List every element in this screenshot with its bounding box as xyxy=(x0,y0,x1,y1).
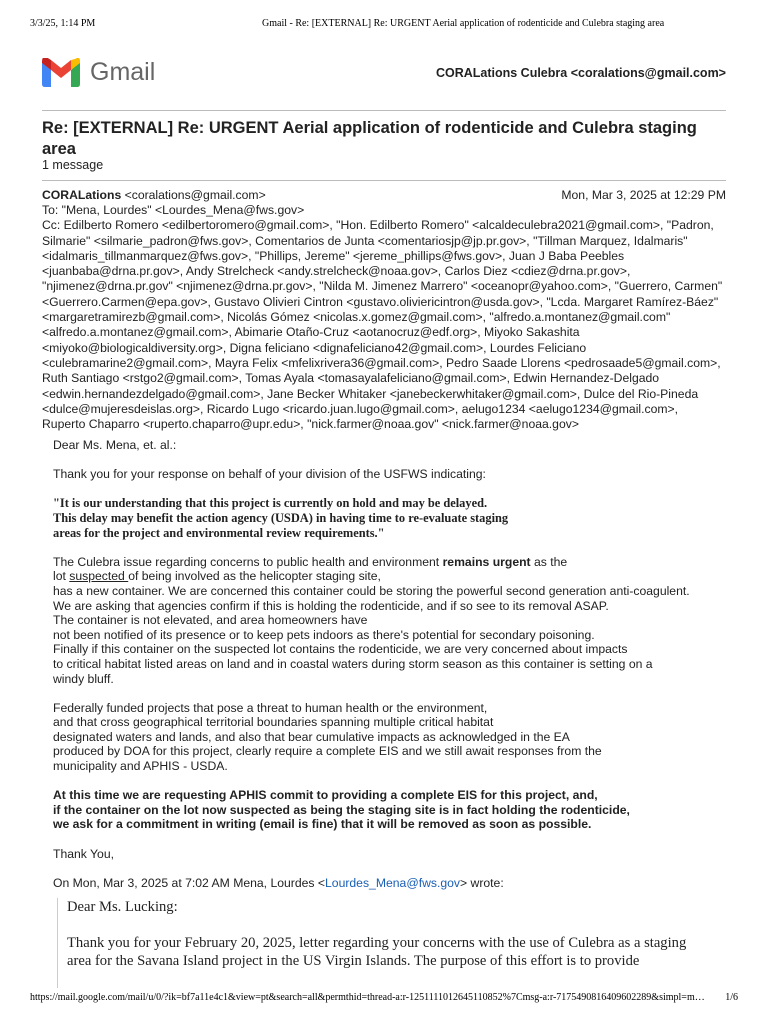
cited-statement: "It is our understanding that this project is currently on hold and may be delayed. This delay may benefit the action agency (USDA) in having time to re-evaluate staging areas for the project and environmental review requirements." xyxy=(53,496,509,540)
body-paragraph: Thank you for your response on behalf of your division of the USFWS indicating: xyxy=(53,467,486,482)
text: of being involved as the helicopter staging site, xyxy=(128,569,381,584)
greeting: Dear Ms. Mena, et. al.: xyxy=(53,438,177,452)
text: > wrote: xyxy=(460,875,504,890)
text: On Mon, Mar 3, 2025 at 7:02 AM Mena, Lourdes < xyxy=(53,875,326,890)
page-number: 1/6 xyxy=(725,992,738,1003)
message-body xyxy=(53,438,743,905)
message-count: 1 message xyxy=(42,158,104,172)
gmail-wordmark: Gmail xyxy=(90,58,156,86)
body-paragraph xyxy=(53,555,743,686)
reply-attribution xyxy=(53,876,743,891)
gmail-logo[interactable] xyxy=(42,58,155,87)
underlined-text: suspected xyxy=(69,569,129,584)
message-date: Mon, Mar 3, 2025 at 12:29 PM xyxy=(561,188,726,202)
text: has a new container. We are concerned this container could be storing the powerful second generation anti-coagulent. We are asking that agencies confirm if this is holding the rodenticide, and if so see to its removal ASAP. The container is not elevated, and area homeowners have not been notified of its presence or to keep pets indoors as there's potential for secondary poisoning. Finally if this container on the suspected lot contains the rodenticide, we are very concerned about impacts to critical habitat listed areas on land and in coastal waters during storm season as this container is setting on a windy bluff. xyxy=(53,583,690,686)
cc-line: Cc: Edilberto Romero <edilbertoromero@gmail.com>, "Hon. Edilberto Romero" <alcaldeculebra2021@gmail.com>, "Padron, Silmarie" <silmarie_padron@fws.gov>, Comentarios de Junta <comentariosjp@jp.pr.gov>, "Tillman Marquez, Idalmaris" <idalmaris_tillmanmarquez@fws.gov>, "Phillips, Jereme" <jereme_phillips@fws.gov>, Juan J Baba Peebles <juanbaba@drna.pr.gov>, Andy Strelcheck <andy.strelcheck@noaa.gov>, Carlos Diez <cdiez@drna.pr.gov>, "njimenez@drna.pr.gov" <njimenez@drna.pr.gov>, "Nilda M. Jimenez Marrero" <oceanopr@yahoo.com>, "Guerrero, Carmen" <Guerrero.Carmen@epa.gov>, Gustavo Olivieri Cintron <gustavo.oliviericintron@usda.gov>, "Lcda. Margaret Ramírez-Báez" <margaretramirezb@gmail.com>, Nicolás Gómez <nicolas.x.gomez@gmail.com>, "alfredo.a.montanez@gmail.com" <alfredo.a.montanez@gmail.com>, Abimarie Otaño-Cruz <aotanocruz@edf.org>, Miyoko Sakashita <miyoko@biologicaldiversity.org>, Digna feliciano <dignafeliciano42@gmail.com>, Lourdes Feliciano <culebramarine2@gmail.com>, Mayra Felix <mfelixrivera36@gmail.com>, Pedro Saade Llorens <pedrosaade5@gmail.com>, Ruth Santiago <rstgo2@gmail.com>, Tomas Ayala <tomasayalafeliciano@gmail.com>, Edwin Hernandez-Delgado <edwin.hernandezdelgado@gmail.com>, Jane Becker Whitaker <janebeckerwhitaker@gmail.com>, Dulce del Rio-Pineda <dulce@mujeresdeislas.org>, Ricardo Lugo <ricardo.juan.lugo@gmail.com>, aelugo1234 <aelugo1234@gmail.com>, Ruperto Chaparro <ruperto.chaparro@upr.edu>, "nick.farmer@noaa.gov" <nick.farmer@noaa.gov> xyxy=(42,218,723,432)
quoted-paragraph: Thank you for your February 20, 2025, letter regarding your concerns with the use of Culebra as a staging area for the Savana Island project in the US Virgin Islands. The purpose of this effort is to provide xyxy=(67,935,687,969)
to-line: To: "Mena, Lourdes" <Lourdes_Mena@fws.gov> xyxy=(42,203,305,217)
sender xyxy=(42,188,266,202)
email-link[interactable]: Lourdes_Mena@fws.gov xyxy=(325,875,461,890)
account-label: CORALations Culebra <coralations@gmail.com> xyxy=(435,66,726,80)
sender-email: <coralations@gmail.com> xyxy=(124,188,266,202)
quoted-greeting: Dear Ms. Lucking: xyxy=(67,899,178,915)
request-paragraph: At this time we are requesting APHIS commit to providing a complete EIS for this project, and, if the container on the lot now suspected as being the staging site is in fact holding the rodenticide, we ask for a commitment in writing (email is fine) that it will be removed as soon as possible. xyxy=(53,788,630,832)
divider xyxy=(42,180,726,181)
text: The Culebra issue regarding concerns to public health and environment xyxy=(53,554,443,569)
sender-name: CORALations xyxy=(42,188,122,202)
text: as the xyxy=(530,554,568,569)
divider xyxy=(42,110,726,111)
gmail-logo-icon xyxy=(42,58,80,87)
body-paragraph: Federally funded projects that pose a threat to human health or the environment, and that cross geographical territorial boundaries spanning multiple critical habitat designated waters and lands, and also that bear cumulative impacts as acknowledged in the EA produced by DOA for this project, clearly require a complete EIS and we still await responses from the municipality and APHIS - USDA. xyxy=(53,700,602,774)
print-title: Gmail - Re: [EXTERNAL] Re: URGENT Aerial application of rodenticide and Culebra staging area xyxy=(262,18,665,29)
quoted-message xyxy=(57,898,751,988)
closing: Thank You, xyxy=(53,846,114,861)
from-line xyxy=(42,188,730,203)
print-url: https://mail.google.com/mail/u/0/?ik=bf7a11e4c1&view=pt&search=all&permthid=thread-a:r-1251111012645110852%7Cmsg-a:r-7175490816409602289&simpl=m… xyxy=(30,992,705,1003)
emphasis: remains urgent xyxy=(442,554,531,569)
text: lot xyxy=(53,569,70,584)
thread-subject: Re: [EXTERNAL] Re: URGENT Aerial application of rodenticide and Culebra staging area xyxy=(42,119,697,158)
message-header xyxy=(42,188,730,432)
print-datetime: 3/3/25, 1:14 PM xyxy=(30,18,96,29)
